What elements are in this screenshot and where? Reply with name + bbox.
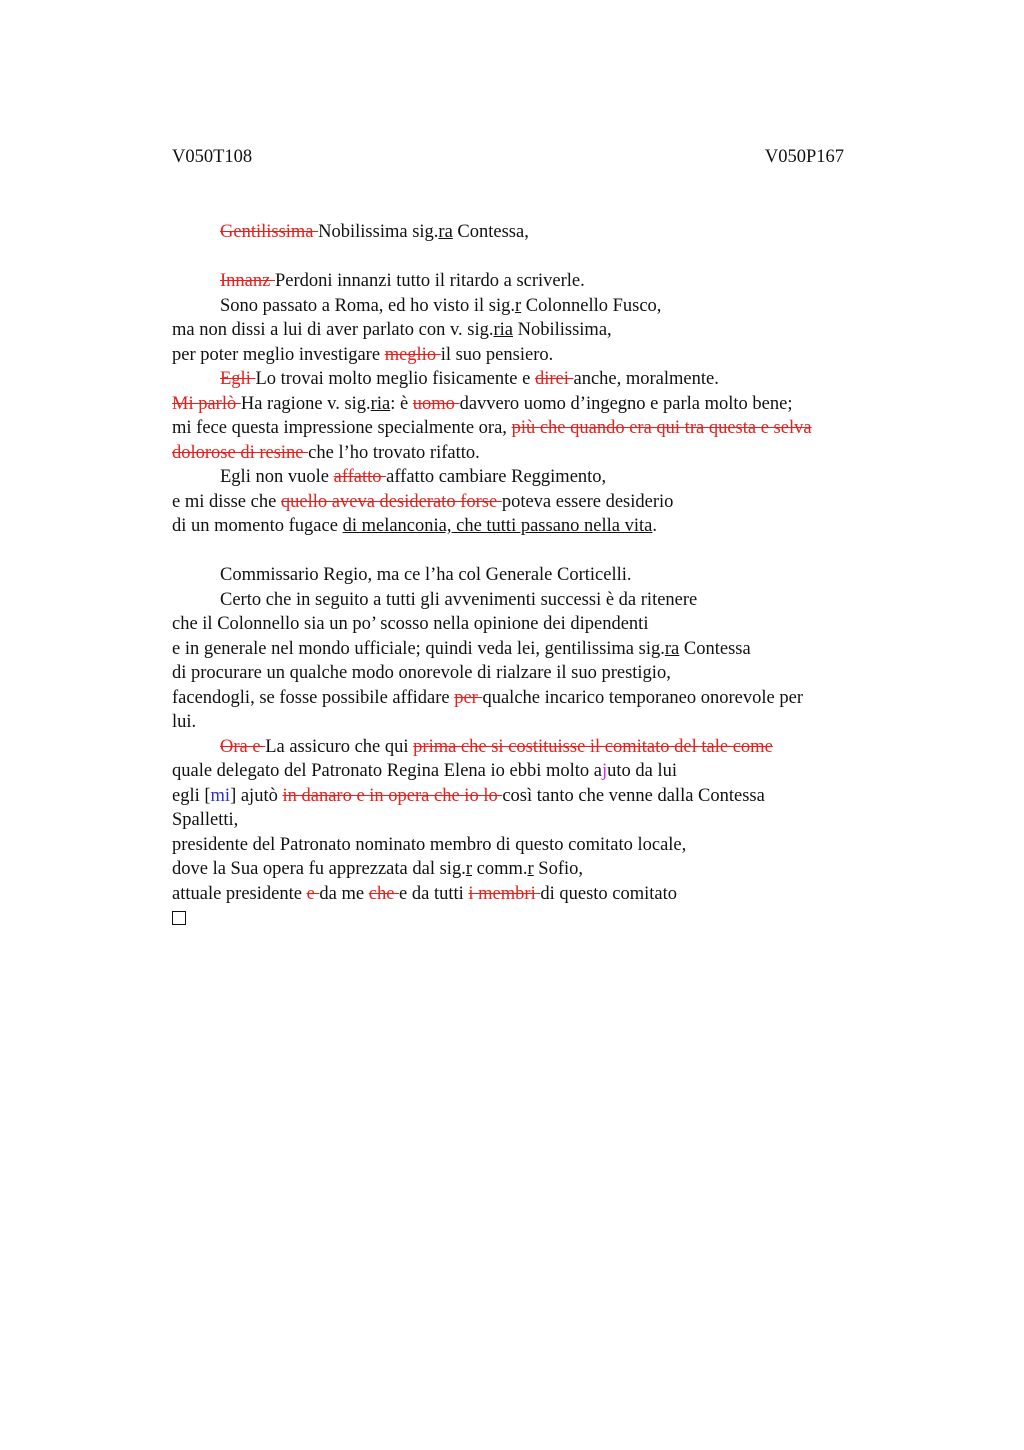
empty-box-icon xyxy=(172,911,186,925)
text-line: ma non dissi a lui di aver parlato con v. sig.ria Nobilissima, xyxy=(172,320,612,340)
text-line: mi fece questa impressione specialmente ora, più che quando era qui tra questa e selva xyxy=(172,418,812,438)
deleted-text: Innanz xyxy=(220,271,275,291)
text-line: che il Colonnello sia un po’ scosso nella opinione dei dipendenti xyxy=(172,614,649,634)
text-line: e in generale nel mondo ufficiale; quindi veda lei, gentilissima sig.ra Contessa xyxy=(172,638,751,659)
deleted-text: più che quando era qui tra questa e selva xyxy=(511,418,812,438)
text-line: Commissario Regio, ma ce l’ha col Generale Corticelli. xyxy=(220,565,632,585)
deleted-text: quello aveva desiderato forse xyxy=(280,491,502,512)
deleted-text: direi xyxy=(534,369,574,389)
text-line: Sono passato a Roma, ed ho visto il sig.r Colonnello Fusco, xyxy=(220,295,662,316)
deleted-text: dolorose di resine xyxy=(172,442,309,463)
text-line: Certo che in seguito a tutti gli avvenimenti successi è da ritenere xyxy=(220,589,698,610)
text-line: Spalletti, xyxy=(172,810,239,830)
deleted-text: in danaro e in opera che io lo xyxy=(282,785,503,806)
text-line xyxy=(172,906,876,931)
text-line: Egli Lo trovai molto meglio fisicamente e direi anche, moralmente. xyxy=(220,369,719,389)
text-line: presidente del Patronato nominato membro di questo comitato locale, xyxy=(172,834,687,855)
abbrev-suffix: r xyxy=(465,859,472,879)
header-left-code: V050T108 xyxy=(172,147,253,167)
abbrev-suffix: ra xyxy=(664,638,680,659)
editorial-insertion: mi xyxy=(210,785,231,806)
deleted-text: e xyxy=(306,883,320,904)
text-line: quale delegato del Patronato Regina Elena io ebbi molto ajuto da lui xyxy=(172,761,678,781)
salutation: Gentilissima Nobilissima sig.ra Contessa, xyxy=(220,222,529,242)
text-line: Mi parlò Ha ragione v. sig.ria: è uomo davvero uomo d’ingegno e parla molto bene; xyxy=(172,393,793,414)
text-line: Ora e La assicuro che qui prima che si costituisse il comitato del tale come xyxy=(220,736,773,757)
deleted-text: affatto xyxy=(333,467,387,487)
deleted-text: Ora e xyxy=(220,736,266,757)
deleted-text: Mi parlò xyxy=(172,393,241,414)
abbrev-suffix: ria xyxy=(493,320,513,340)
text-line: dove la Sua opera fu apprezzata dal sig.r comm.r Sofio, xyxy=(172,859,584,879)
text-line: di procurare un qualche modo onorevole di rialzare il suo prestigio, xyxy=(172,663,671,683)
deleted-text: Egli xyxy=(220,369,256,389)
text-line: di un momento fugace di melanconia, che tutti passano nella vita. xyxy=(172,516,657,536)
deleted-text: che xyxy=(368,883,400,904)
deleted-text: meglio xyxy=(384,344,441,365)
deleted-text: Gentilissima xyxy=(220,222,319,242)
letter-body xyxy=(172,220,876,931)
text-line: lui. xyxy=(172,712,197,732)
header-right-code: V050P167 xyxy=(764,147,844,167)
abbrev-suffix: r xyxy=(514,295,522,316)
abbrev-suffix: ria xyxy=(370,393,391,414)
text-line: attuale presidente e da me che e da tutti i membri di questo comitato xyxy=(172,883,678,904)
deleted-text: uomo xyxy=(412,393,460,414)
text-line: facendogli, se fosse possibile affidare per qualche incarico temporaneo onorevole per xyxy=(172,687,803,708)
text-line: Innanz Perdoni innanzi tutto il ritardo a scriverle. xyxy=(220,271,585,291)
text-line: per poter meglio investigare meglio il suo pensiero. xyxy=(172,344,554,365)
corrected-letter: j xyxy=(602,761,608,781)
text-line: dolorose di resine che l’ho trovato rifatto. xyxy=(172,442,480,463)
text-line: Egli non vuole affatto affatto cambiare Reggimento, xyxy=(220,467,607,487)
deleted-text: i membri xyxy=(468,883,541,904)
underlined-text: di melanconia, che tutti passano nella vita xyxy=(342,516,653,536)
deleted-text: per xyxy=(454,687,483,708)
abbrev-suffix: r xyxy=(527,859,534,879)
text-line: egli [mi] ajutò in danaro e in opera che io lo così tanto che venne dalla Contessa xyxy=(172,785,765,806)
text-line: e mi disse che quello aveva desiderato forse poteva essere desiderio xyxy=(172,491,674,512)
abbrev-suffix: ra xyxy=(438,222,453,242)
deleted-text: prima che si costituisse il comitato del tale come xyxy=(413,736,773,757)
